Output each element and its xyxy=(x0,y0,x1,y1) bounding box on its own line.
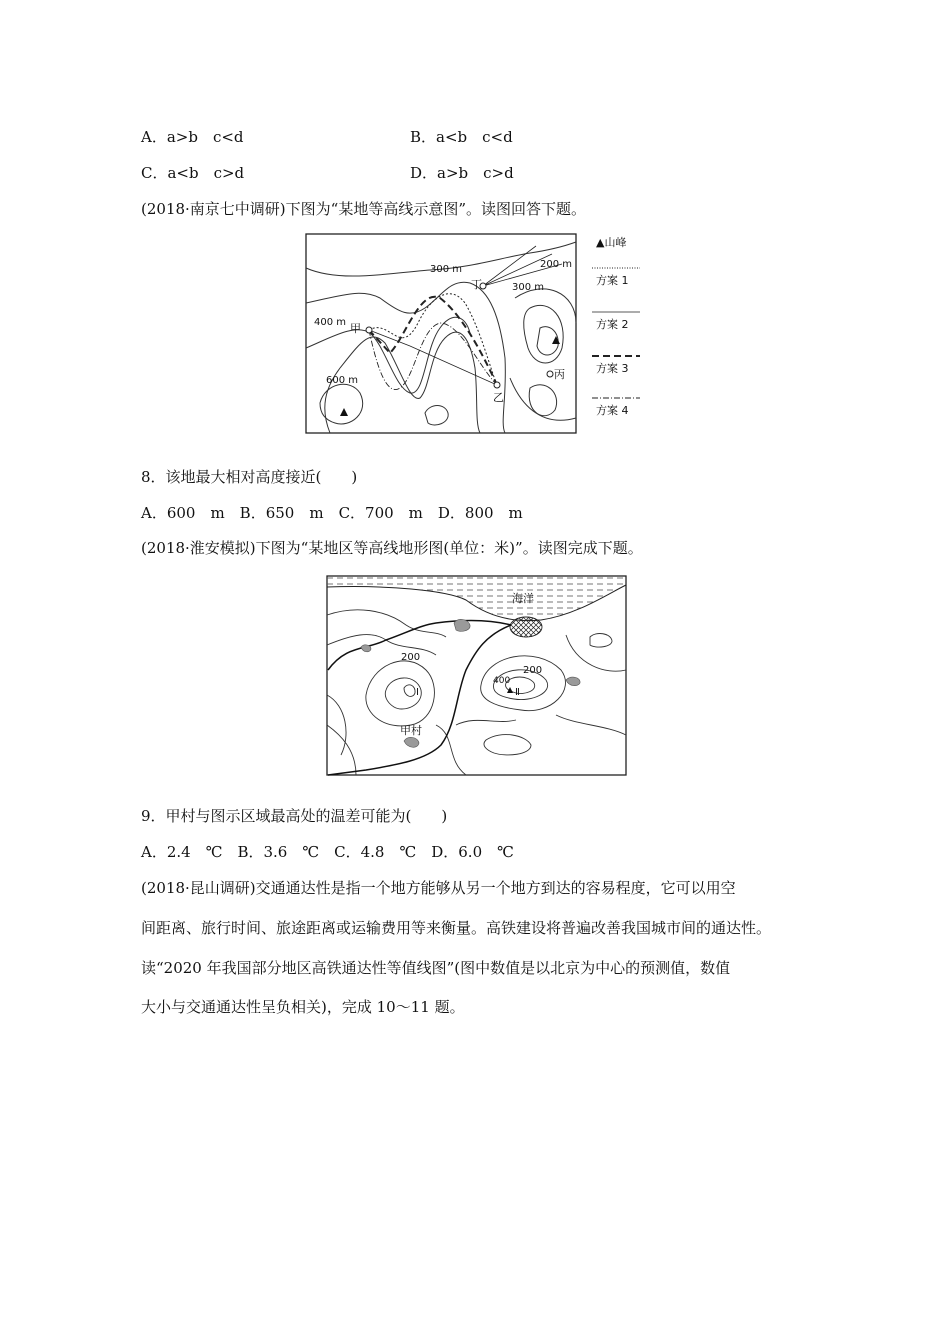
contour-map-figure-2 xyxy=(326,575,628,777)
contour-label-400: 400 m xyxy=(314,317,347,328)
intro-paragraph-1: (2018·南京七中调研)下图为“某地等高线示意图”。读图回答下题。 xyxy=(141,200,586,218)
contour-label-200: 200 m xyxy=(540,259,573,270)
contour-label-600: 600 m xyxy=(326,375,359,386)
contour-label-400: 400 xyxy=(493,676,511,686)
contour-label-200-a: 200 xyxy=(401,652,421,663)
peak-label-i: Ⅰ xyxy=(416,687,419,698)
option-b: B．a<b c<d xyxy=(410,128,513,146)
intro-paragraph-3-line-2: 间距离、旅行时间、旅途距离或运输费用等来衡量。高铁建设将普遍改善我国城市间的通达性。 xyxy=(141,919,772,937)
legend xyxy=(592,235,640,417)
lake-upper xyxy=(454,619,470,631)
intro-paragraph-2: (2018·淮安模拟)下图为“某地区等高线地形图(单位：米)”。读图完成下题。 xyxy=(141,539,643,557)
contour-label-200-b: 200 xyxy=(523,665,543,676)
point-ding: 丁 xyxy=(471,278,482,291)
point-yi: 乙 xyxy=(493,391,504,404)
peak-ii-marker xyxy=(507,687,513,693)
peak-marker-right xyxy=(552,336,560,344)
contour-label-300-b: 300 m xyxy=(512,282,545,293)
intro-paragraph-3-line-4: 大小与交通通达性呈负相关)，完成 10～11 题。 xyxy=(141,998,465,1016)
lake-left xyxy=(361,645,371,652)
option-a: A．a>b c<d xyxy=(141,128,244,146)
village-jia-marker xyxy=(404,737,419,747)
point-jia: 甲 xyxy=(350,322,361,335)
lake-right xyxy=(566,677,580,686)
legend-plan-2: 方案 2 xyxy=(596,318,629,331)
reservoir xyxy=(510,617,542,637)
contour-map-figure-1 xyxy=(300,228,650,436)
legend-peak: ▲山峰 xyxy=(596,236,627,249)
point-bing: 丙 xyxy=(554,368,565,381)
intro-paragraph-3-line-1: (2018·昆山调研)交通通达性是指一个地方能够从另一个地方到达的容易程度，它可以用空 xyxy=(141,879,736,897)
option-c: C．a<b c>d xyxy=(141,164,245,182)
question-9-options: A．2.4 ℃ B．3.6 ℃ C．4.8 ℃ D．6.0 ℃ xyxy=(141,843,514,861)
contour-label-300-a: 300 m xyxy=(430,264,463,275)
village-jia-label: 甲村 xyxy=(400,724,422,737)
peak-label-ii: Ⅱ xyxy=(515,687,520,698)
ocean-label: 海洋 xyxy=(512,592,534,605)
question-9-stem: 9．甲村与图示区域最高处的温差可能为( ) xyxy=(141,807,448,825)
question-8-stem: 8．该地最大相对高度接近( ) xyxy=(141,468,358,486)
question-8-options: A．600 m B．650 m C．700 m D．800 m xyxy=(141,504,523,522)
option-d: D．a>b c>d xyxy=(410,164,514,182)
legend-plan-1: 方案 1 xyxy=(596,274,629,287)
legend-plan-4: 方案 4 xyxy=(596,404,629,417)
intro-paragraph-3-line-3: 读“2020 年我国部分地区高铁通达性等值线图”(图中数值是以北京为中心的预测值，数值 xyxy=(141,959,731,977)
peak-marker-left xyxy=(340,408,348,416)
legend-plan-3: 方案 3 xyxy=(596,362,629,375)
